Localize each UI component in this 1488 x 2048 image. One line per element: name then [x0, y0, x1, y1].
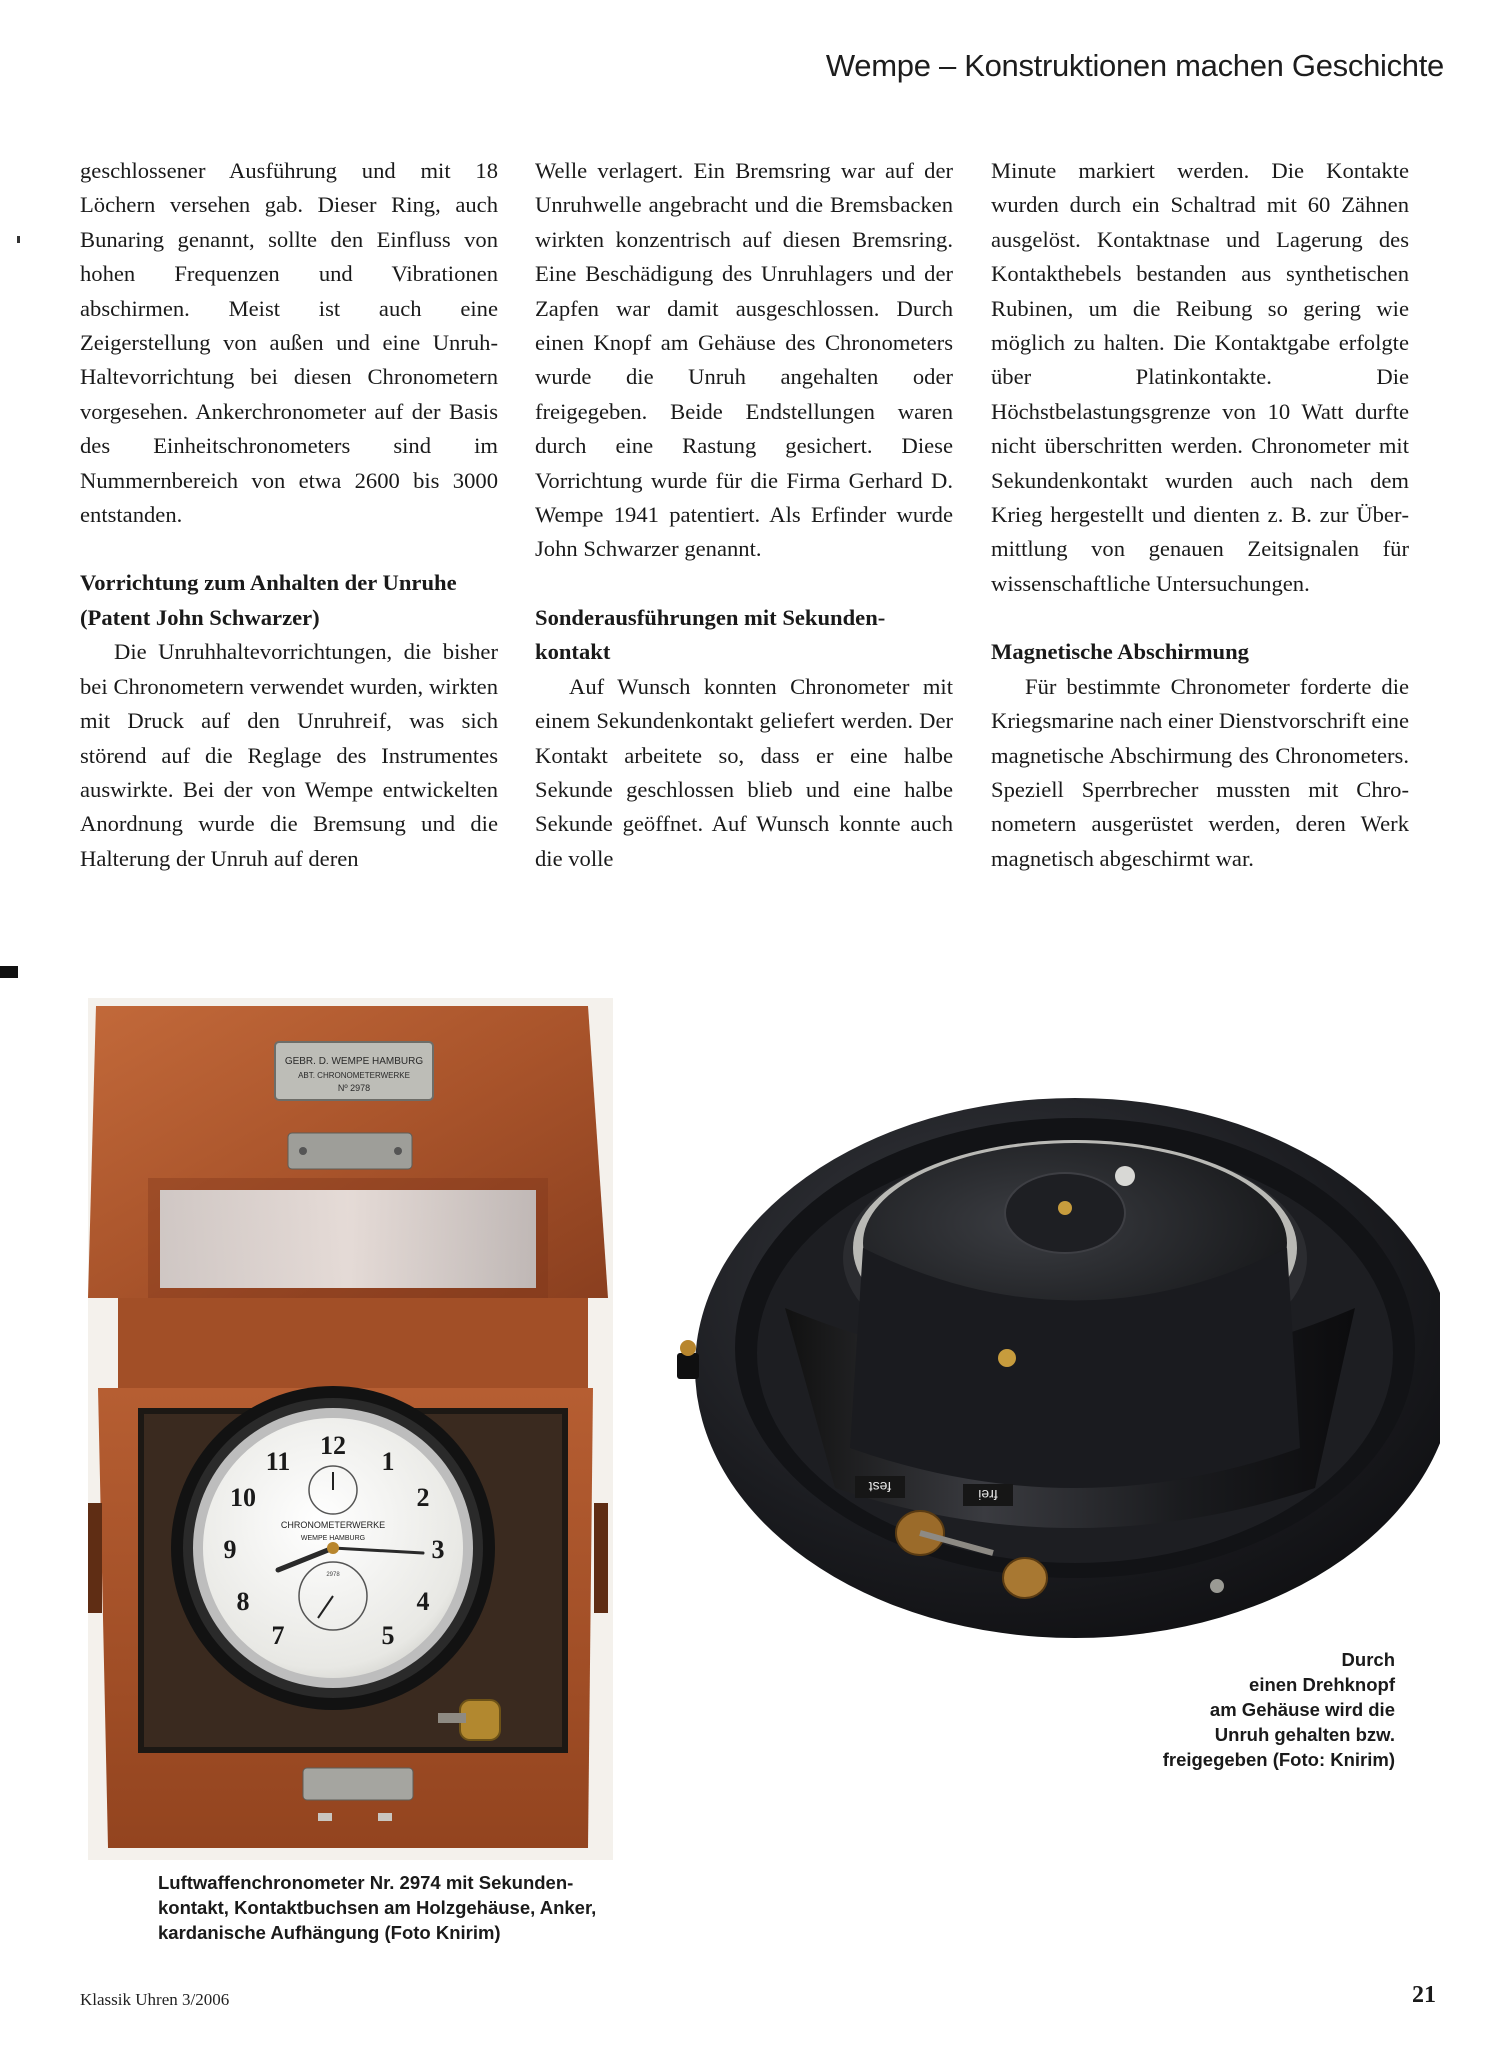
text-column-3: [991, 154, 1409, 876]
paragraph: Die Unruhhaltevorrichtungen, die bisher bei Chronometern verwendet wurden, wirkten mit Druck auf den Unruhreif, was sich störend auf die Reglage des Instrumentes auswirkte. Bei der von Wempe entwickelten Anordnung wurde die Bremsung und die Halterung der Unruh auf deren: [80, 639, 498, 871]
paragraph: Welle verlagert. Ein Bremsring war auf der Unruhwelle angebracht und die Bremsbacken wirkten konzentrisch auf diesen Bremsring. Eine Beschädigung des Unruhlagers und der Zapfen war damit ausgeschlossen. Durch einen Knopf am Gehäuse des Chronometers wurde die Unruh angehalten oder freigegeben. Beide Endstellungen waren durch eine Rastung gesichert. Diese Vorrichtung wurde für die Firma Gerhard D. Wempe 1941 patentiert. Als Erfinder wurde John Schwarzer genannt.: [535, 158, 953, 562]
chronometer-bowl-illustration: [655, 1008, 1440, 1658]
dial-numeral: 10: [230, 1483, 256, 1512]
text-column-2: [535, 154, 953, 876]
label-fest: fest: [868, 1479, 892, 1495]
dial-sub: WEMPE HAMBURG: [300, 1535, 366, 1542]
section-heading: Sonderausführungen mit Sekundenkontakt: [535, 604, 886, 665]
dial-numeral: 1: [381, 1447, 395, 1476]
paragraph: geschlossener Ausführung und mit 18 Löchern versehen gab. Dieser Ring, auch Bunaring genannt, sollte den Einfluss von hohen Frequenzen und Vibrationen abschirmen. Meist ist auch eine Zeigerstellung von außen und eine Unruh-Haltevorrichtung bei diesen Chronometern vorgesehen. Ankerchronometer auf der Basis des Einheitschronometers sind im Nummernbereich von etwa 2600 bis 3000 entstanden.: [80, 158, 498, 528]
text-column-1: [80, 154, 498, 876]
paragraph: Minute markiert werden. Die Kontakte wurden durch ein Schaltrad mit 60 Zähnen ausgelöst. Kontaktnase und Lagerung des Kontakthebels bestanden aus synthetischen Rubinen, um die Reibung so gering wie möglich zu halten. Die Kontaktgabe erfolgte über Platinkontakte. Die Höchstbelastungsgrenze von 10 Watt durfte nicht überschritten werden. Chronometer mit Sekundenkontakt wurden auch nach dem Krieg hergestellt und dienten z. B. zur Übermittlung von genauen Zeitsignalen für wissenschaftliche Untersuchungen.: [991, 158, 1409, 596]
section-heading: Vorrichtung zum Anhalten der Unruhe (Patent John Schwarzer): [80, 570, 457, 630]
photo-chronometer-box: [88, 998, 613, 1860]
dial-numeral: 11: [265, 1447, 291, 1476]
footer-magazine: Klassik Uhren 3/2006: [80, 1990, 230, 2009]
caption-line: am Gehäuse wird die: [1209, 1699, 1395, 1720]
caption-line: einen Drehknopf: [1249, 1674, 1395, 1695]
paragraph: Auf Wunsch konnten Chronometer mit einem Sekundenkontakt geliefert werden. Der Kontakt arbeitete so, dass er eine halbe Sekunde geschlossen blieb und eine halbe Sekunde geöffnet. Auf Wunsch konnte auch die volle: [535, 673, 953, 871]
dial-numeral: 5: [381, 1621, 395, 1650]
plate-line-2: ABT. CHRONOMETERWERKE: [298, 1071, 410, 1080]
plate-line-1: GEBR. D. WEMPE HAMBURG: [284, 1056, 424, 1067]
caption-left-photo: Luftwaffenchronometer Nr. 2974 mit Sekundenkontakt, Kontaktbuchsen am Holzgehäuse, Anker, kardanische Aufhängung (Foto Knirim): [158, 1872, 597, 1943]
margin-mark: [17, 236, 20, 243]
chronometer-box-illustration: [88, 998, 613, 1860]
caption-line: Unruh gehalten bzw.: [1214, 1724, 1395, 1745]
dial-numeral: 12: [320, 1431, 346, 1460]
plate-line-3: Nº 2978: [337, 1083, 371, 1093]
page-number: 21: [1412, 1982, 1436, 2008]
dial-numeral: 9: [223, 1535, 237, 1564]
dial-numeral: 3: [431, 1535, 445, 1564]
dial-numeral: 8: [236, 1587, 250, 1616]
caption-line: freigegeben (Foto: Knirim): [1162, 1749, 1395, 1770]
caption-right-photo: [1110, 1647, 1395, 1772]
margin-mark: [0, 966, 18, 978]
section-heading: Magnetische Abschirmung: [991, 639, 1249, 665]
photo-chronometer-bowl: [655, 1008, 1440, 1658]
dial-numeral: 2: [416, 1483, 430, 1512]
dial-serial: 2978: [326, 1572, 340, 1578]
paragraph: Für bestimmte Chronometer forderte die Kriegsmarine nach einer Dienstvorschrift eine magnetische Abschirmung des Chronometers. Speziell Sperrbrecher mussten mit Chronometern ausgerüstet werden, deren Werk magnetisch abgeschirmt war.: [991, 673, 1409, 871]
dial-brand: CHRONOMETERWERKE: [280, 1520, 386, 1530]
dial-numeral: 4: [416, 1587, 430, 1616]
caption-line: Durch: [1341, 1649, 1395, 1670]
dial-numeral: 7: [271, 1621, 285, 1650]
label-frei: frei: [978, 1487, 998, 1503]
running-title: Wempe – Konstruktionen machen Geschichte: [825, 48, 1444, 83]
